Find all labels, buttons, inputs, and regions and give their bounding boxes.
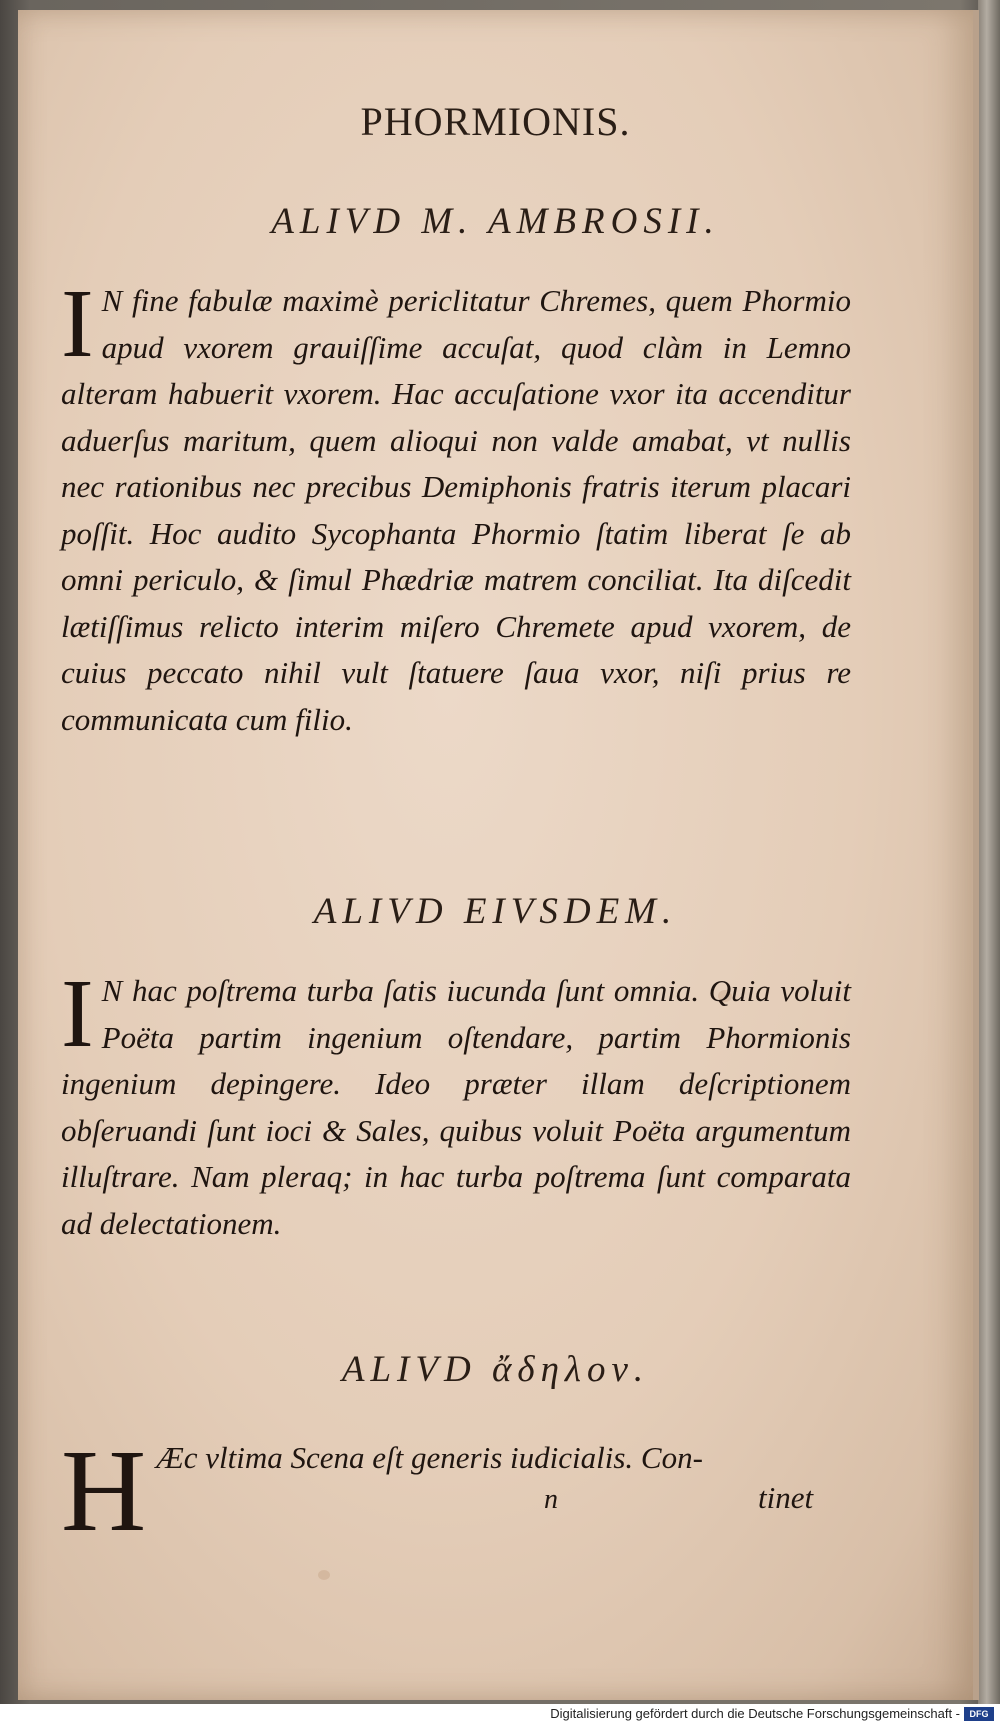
dropcap: H	[61, 1425, 147, 1556]
section-title-ambrosii: ALIVD M. AMBROSII.	[271, 201, 720, 242]
digitization-footer	[0, 1704, 1000, 1725]
foxing-spot	[318, 1570, 330, 1580]
footer-credit: Digitalisierung gefördert durch die Deutsche Forschungsgemeinschaft -	[550, 1706, 960, 1721]
page-edge	[978, 0, 1000, 1710]
dropcap: I	[61, 270, 94, 378]
paragraph-text: N fine fabulæ maximè periclitatur Chremes, quem Phormio apud vxorem grauiſſime accuſat, quod clàm in Lemno alteram habuerit vxorem. Hac accuſatione vxor ita accenditur aduerſus maritum, quem alioqui non valde amabat, vt nullis nec rationibus nec precibus Demiphonis fratris iterum placari poſſit. Hoc audito Sycophanta Phormio ſtatim liberat ſe ab omni periculo, & ſimul Phædriæ matrem conciliat. Ita diſcedit lætiſſimus relicto interim miſero Chremete apud vxorem, de cuius peccato nihil vult ſtatuere ſaua vxor, niſi prius re communicata cum filio.	[61, 283, 851, 737]
paragraph-ambrosii	[61, 270, 851, 743]
paragraph-text: Æc vltima Scena eſt generis iudicialis. Con-	[156, 1440, 703, 1475]
paragraph-adelon	[61, 1425, 851, 1556]
paragraph-eiusdem	[61, 960, 851, 1247]
signature-mark: n	[544, 1484, 558, 1515]
dropcap: I	[61, 960, 94, 1068]
catchword: tinet	[758, 1480, 814, 1515]
dfg-logo: DFG	[964, 1707, 994, 1721]
section-title-eiusdem: ALIVD EIVSDEM.	[313, 891, 678, 932]
paragraph-text: N hac poſtrema turba ſatis iucunda ſunt omnia. Quia voluit Poëta partim ingenium oſtendare, partim Phormionis ingenium depingere. Ideo præter illam deſcriptionem obſeruandi ſunt ioci & Sales, quibus voluit Poëta argumentum illuſtrare. Nam pleraq; in hac turba poſtrema ſunt comparata ad delectationem.	[61, 973, 851, 1241]
running-head: PHORMIONIS.	[360, 99, 631, 144]
section-title-adelon: ALIVD ἄδηλον.	[341, 1349, 650, 1390]
book-page	[18, 10, 979, 1700]
